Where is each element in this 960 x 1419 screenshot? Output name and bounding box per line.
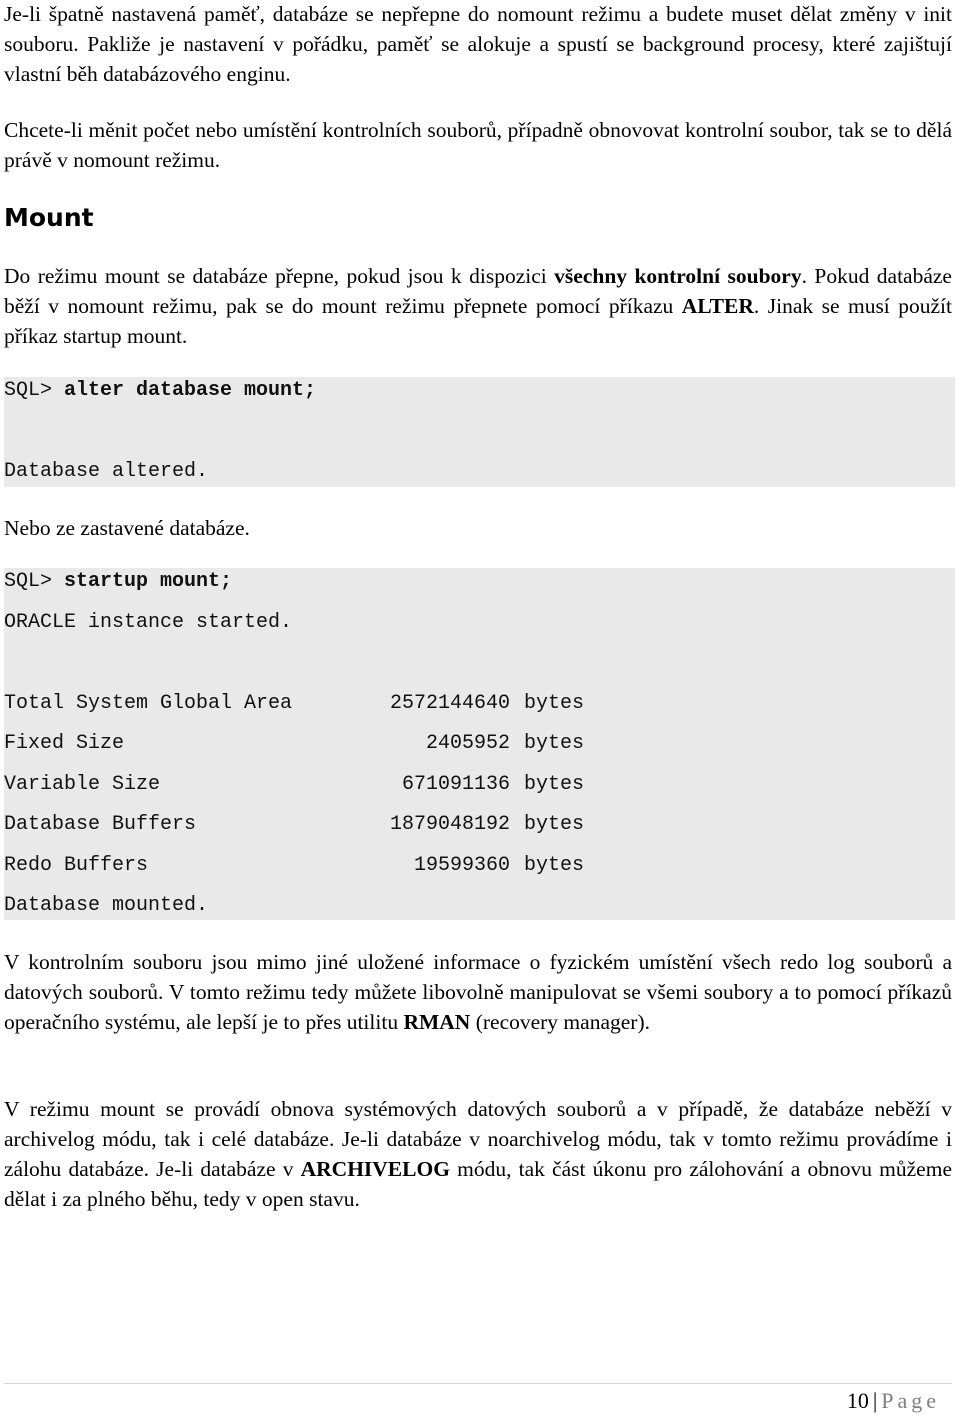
variable-size-unit: bytes bbox=[524, 773, 585, 796]
code-block-alter bbox=[4, 377, 955, 487]
fixed-size-unit: bytes bbox=[524, 732, 585, 755]
paragraph-memory: Je-li špatně nastavená paměť, databáze se nepřepne do nomount režimu a budete muset dělat změny v init souboru. Pakliže je nastavení v pořádku, paměť se alokuje a spustí se background procesy, které zajištují vlastní běh databázového enginu. bbox=[4, 2, 952, 86]
fixed-size-value: 2405952 bbox=[425, 732, 510, 755]
sql-prompt: SQL> bbox=[4, 379, 65, 402]
text-run: V kontrolním souboru jsou mimo jiné uložené informace o fyzickém umístění všech redo log souborů a datových souborů. V tomto režimu tedy můžete libovolně manipulovat se všemi soubory a to pomocí příkazů operačního systému, ale lepší je to přes utilitu bbox=[4, 950, 952, 1034]
bold-text-archivelog: ARCHIVELOG bbox=[300, 1157, 450, 1181]
page-footer bbox=[847, 1386, 940, 1416]
text-run: Do režimu mount se databáze přepne, pokud jsou k dispozici bbox=[4, 264, 555, 288]
paragraph-recovery bbox=[4, 1094, 952, 1214]
database-buffers-unit: bytes bbox=[524, 813, 585, 836]
bold-text-rman: RMAN bbox=[403, 1010, 471, 1034]
database-buffers-value: 1879048192 bbox=[389, 813, 510, 836]
sga-label: Total System Global Area bbox=[4, 692, 293, 715]
sga-unit: bytes bbox=[524, 692, 585, 715]
sql-command: alter database mount; bbox=[64, 379, 317, 402]
bold-text-alter: ALTER bbox=[681, 294, 754, 318]
paragraph-control-files: Chcete-li měnit počet nebo umístění kontrolních souborů, případně obnovovat kontrolní soubor, tak se to dělá právě v nomount režimu. bbox=[4, 118, 952, 172]
redo-buffers-label: Redo Buffers bbox=[4, 854, 149, 877]
fixed-size-label: Fixed Size bbox=[4, 732, 125, 755]
paragraph-mount-intro bbox=[4, 261, 952, 351]
section-heading-mount: Mount bbox=[4, 203, 94, 232]
sql-prompt: SQL> bbox=[4, 570, 65, 593]
code-line-command bbox=[4, 568, 232, 596]
database-buffers-label: Database Buffers bbox=[4, 813, 197, 836]
code-line-mounted: Database mounted. bbox=[4, 894, 209, 917]
page-number: 10 bbox=[846, 1388, 869, 1413]
text-run: . Jinak se musí použít příkaz startup mount. bbox=[4, 294, 952, 348]
code-line-command bbox=[4, 377, 316, 405]
variable-size-label: Variable Size bbox=[4, 773, 161, 796]
paragraph-stopped-db: Nebo ze zastavené databáze. bbox=[4, 516, 250, 540]
code-block-startup bbox=[4, 568, 955, 920]
text-run: . Pokud databáze běží v nomount režimu, pak se do mount režimu přepnete pomocí příkazu bbox=[4, 264, 952, 318]
text-run: módu, tak část úkonu pro zálohování a obnovu můžeme dělat i za plného běhu, tedy v open stavu. bbox=[4, 1157, 952, 1211]
bold-text-all-control-files: všechny kontrolní soubory bbox=[554, 264, 802, 288]
redo-buffers-value: 19599360 bbox=[413, 854, 510, 877]
page-separator: | bbox=[872, 1388, 878, 1413]
variable-size-value: 671091136 bbox=[401, 773, 510, 796]
text-run: V režimu mount se provádí obnova systémových datových souborů a v případě, že databáze neběží v archivelog módu, tak i celé databáze. Je-li databáze v noarchivelog módu, tak v tomto režimu provádíme i zálohu databáze. Je-li databáze v bbox=[4, 1097, 952, 1181]
text-run: (recovery manager). bbox=[470, 1010, 650, 1034]
sga-value: 2572144640 bbox=[389, 692, 510, 715]
page-word: Page bbox=[881, 1388, 940, 1413]
code-line-result: Database altered. bbox=[4, 460, 209, 483]
footer-divider bbox=[4, 1383, 952, 1384]
paragraph-control-file-info bbox=[4, 947, 952, 1037]
sql-command: startup mount; bbox=[64, 570, 233, 593]
redo-buffers-unit: bytes bbox=[524, 854, 585, 877]
code-line-instance-started: ORACLE instance started. bbox=[4, 611, 293, 634]
